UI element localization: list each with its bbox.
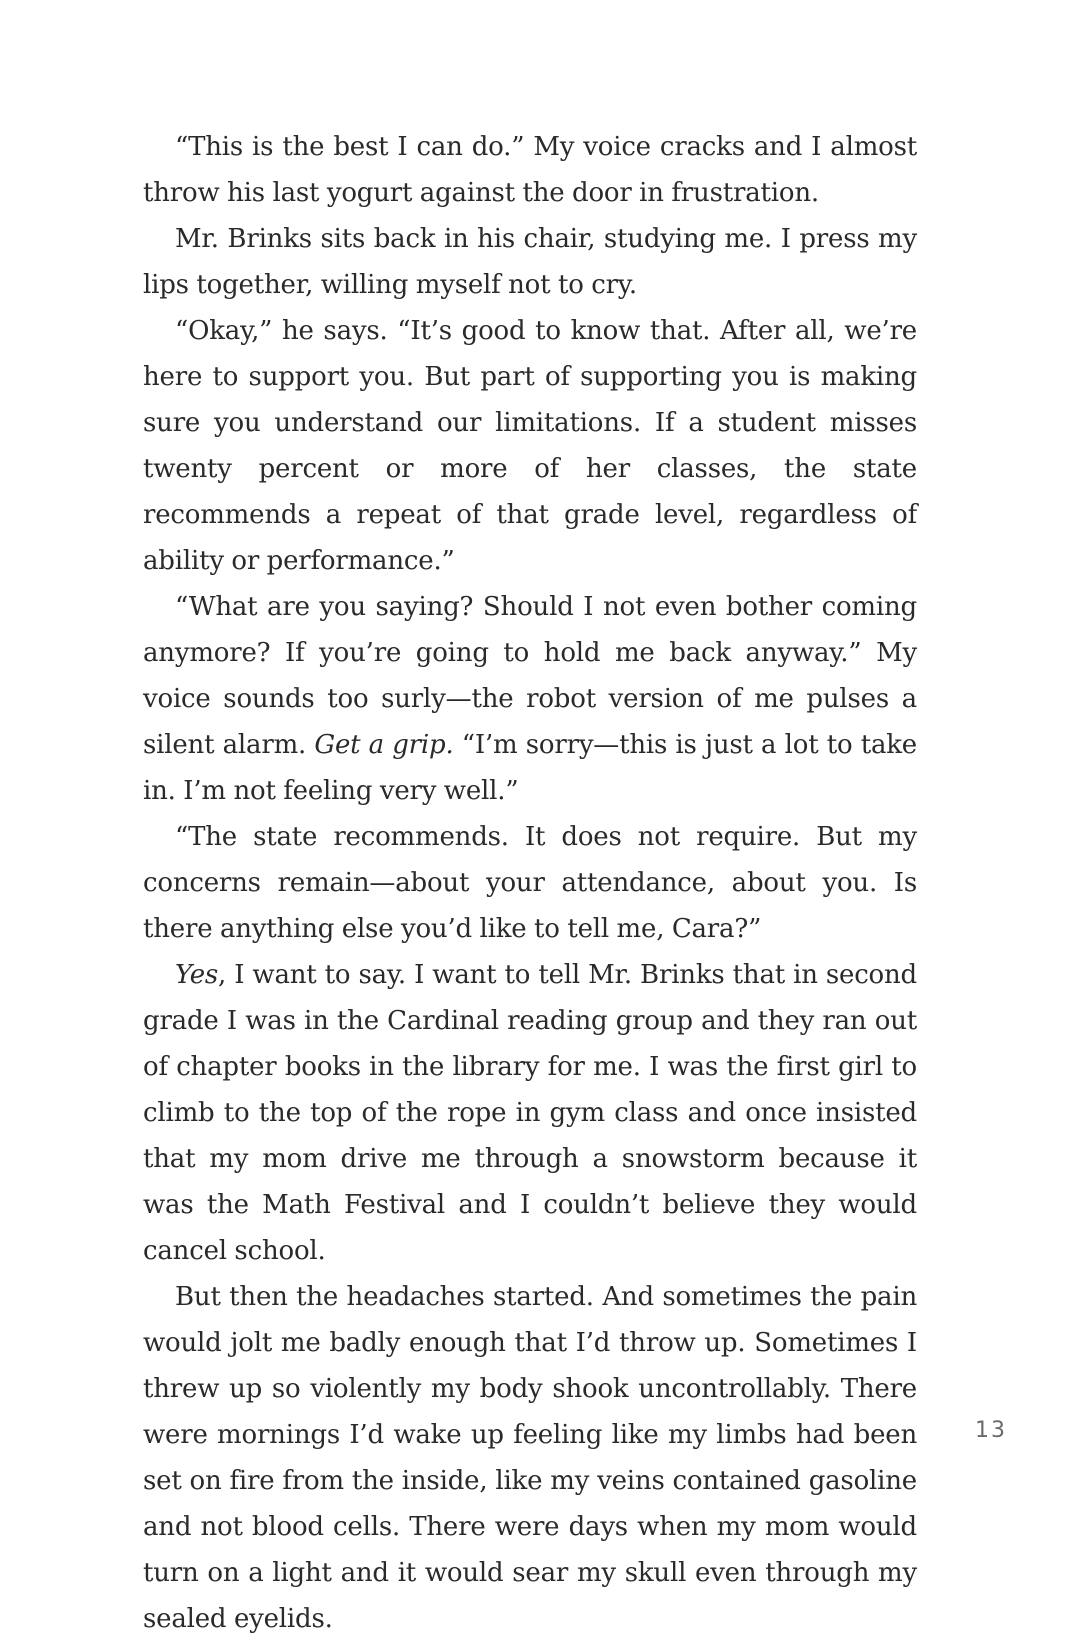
paragraph-5: [143, 814, 917, 952]
paragraph-1: [143, 124, 917, 216]
paragraph-4: [143, 584, 917, 814]
paragraph-3: [143, 308, 917, 584]
paragraph-5-text: “The state recommends. It does not require. But my concerns remain—about your attendance, about you. Is there anything else you’d like to tell me, Cara?”: [143, 822, 917, 944]
body-text: [143, 124, 917, 1642]
paragraph-6-text: , I want to say. I want to tell Mr. Brinks that in second grade I was in the Cardinal reading group and they ran out of chapter books in the library for me. I was the first girl to climb to the top of the rope in gym class and once insisted that my mom drive me through a snowstorm because it was the Math Festival and I couldn’t believe they would cancel school.: [143, 960, 917, 1266]
page-number: 13: [975, 1418, 1007, 1443]
paragraph-6: [143, 952, 917, 1274]
paragraph-1-text: “This is the best I can do.” My voice cracks and I almost throw his last yogurt against the door in frustration.: [143, 132, 917, 208]
paragraph-2: [143, 216, 917, 308]
paragraph-4-text-a: “What are you saying? Should I not even bother coming anymore? If you’re going to hold me back anyway.” My voice sounds too surly—the robot version of me pulses a silent alarm.: [143, 592, 917, 760]
paragraph-4-text-b: “I’m sorry—this is just a lot to take in. I’m not feeling very well.”: [143, 730, 917, 806]
paragraph-7-text: But then the headaches started. And sometimes the pain would jolt me badly enough that I’d throw up. Sometimes I threw up so violently my body shook uncontrollably. There were mornings I’d wake up feeling like my limbs had been set on fire from the inside, like my veins contained gasoline and not blood cells. There were days when my mom would turn on a light and it would sear my skull even through my sealed eyelids.: [143, 1282, 917, 1634]
paragraph-3-text: “Okay,” he says. “It’s good to know that. After all, we’re here to support you. But part of supporting you is making sure you understand our limitations. If a student misses twenty percent or more of her classes, the state recommends a repeat of that grade level, regardless of ability or performance.”: [143, 316, 917, 576]
paragraph-4-italic: Get a grip.: [314, 730, 454, 760]
paragraph-6-italic: Yes: [175, 960, 219, 990]
paragraph-7: [143, 1274, 917, 1642]
paragraph-2-text: Mr. Brinks sits back in his chair, studying me. I press my lips together, willing myself not to cry.: [143, 224, 917, 300]
